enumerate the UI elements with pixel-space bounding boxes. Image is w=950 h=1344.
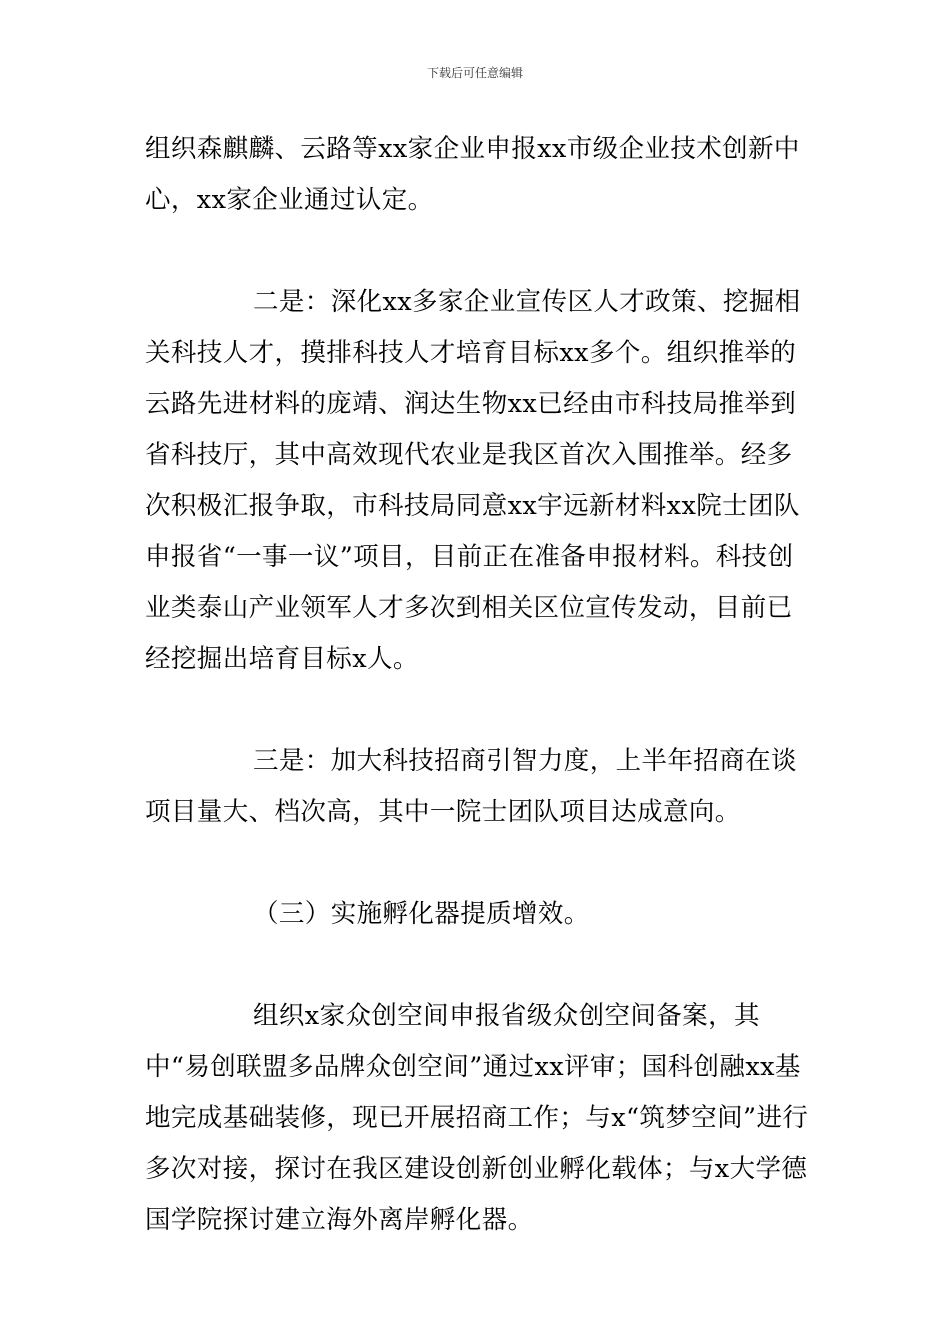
section-heading: （三）实施孵化器提质增效。	[253, 899, 590, 929]
document-body	[145, 124, 809, 1246]
paragraph-point-two: 二是：深化xx多家企业宣传区人才政策、挖掘相关科技人才，摸排科技人才培育目标xx多个。组织推举的云路先进材料的庞靖、润达生物xx已经由市科技局推举到省科技厅，其中高效现代农业是我区首次入围推举。经多次积极汇报争取，市科技局同意xx宇远新材料xx院士团队申报省“一事一议”项目，目前正在准备申报材料。科技创业类泰山产业领军人才多次到相关区位宣传发动，目前已经挖掘出培育目标x人。	[145, 287, 801, 674]
paragraph-continuation: 组织森麒麟、云路等xx家企业申报xx市级企业技术创新中心，xx家企业通过认定。	[145, 134, 800, 215]
paragraph-incubator: 组织x家众创空间申报省级众创空间备案，其中“易创联盟多品牌众创空间”通过xx评审；国科创融xx基地完成基础装修，现已开展招商工作；与x“筑梦空间”进行多次对接，探讨在我区建设创新创业孵化载体；与x大学德国学院探讨建立海外离岸孵化器。	[145, 1001, 809, 1235]
paragraph-point-three: 三是：加大科技招商引智力度，上半年招商在谈项目量大、档次高，其中一院士团队项目达成意向。	[145, 746, 797, 827]
page-header: 下载后可任意编辑	[426, 66, 523, 80]
